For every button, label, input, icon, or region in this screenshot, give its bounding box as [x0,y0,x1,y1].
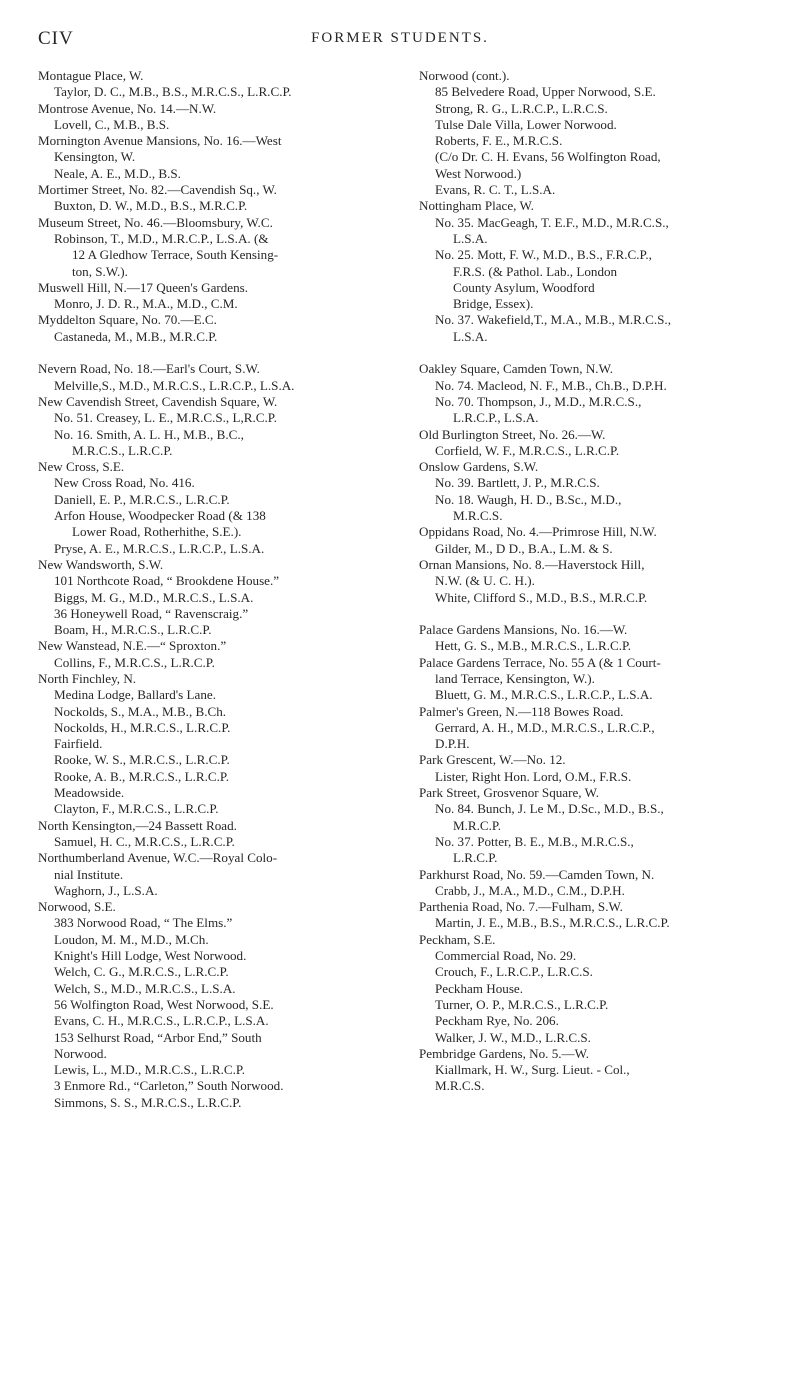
entry-line: No. 25. Mott, F. W., M.D., B.S., F.R.C.P., [435,247,652,263]
entry-line: Martin, J. E., M.B., B.S., M.R.C.S., L.R.C.P. [435,915,670,931]
entry-line: Commercial Road, No. 29. [435,948,577,964]
entry-line: Roberts, F. E., M.R.C.S. [435,133,563,149]
entry-line: Arfon House, Woodpecker Road (& 138 [54,508,266,524]
entry-line: White, Clifford S., M.D., B.S., M.R.C.P. [435,589,648,605]
entry-line: F.R.S. (& Pathol. Lab., London [453,263,618,279]
entry-line: L.R.C.P. [453,850,498,866]
entry-line: Monro, J. D. R., M.A., M.D., C.M. [54,296,238,312]
entry-line: Meadowside. [54,785,125,801]
entry-line: Lister, Right Hon. Lord, O.M., F.R.S. [435,768,632,784]
entry-line: No. 70. Thompson, J., M.D., M.R.C.S., [435,393,642,409]
entry-line: land Terrace, Kensington, W.). [435,670,595,686]
street-heading: Montrose Avenue, No. 14.—N.W. [38,100,217,116]
entry-line: ton, S.W.). [72,263,128,279]
entry-line: Biggs, M. G., M.D., M.R.C.S., L.S.A. [54,589,254,605]
entry-line: Melville,S., M.D., M.R.C.S., L.R.C.P., L.S.A. [54,377,295,393]
entry-line: Fairfield. [54,736,103,752]
entry-line: Samuel, H. C., M.R.C.S., L.R.C.P. [54,833,235,849]
entry-line: Hett, G. S., M.B., M.R.C.S., L.R.C.P. [435,638,632,654]
entry-line: Bluett, G. M., M.R.C.S., L.R.C.P., L.S.A. [435,687,653,703]
entry-line: Taylor, D. C., M.B., B.S., M.R.C.S., L.R.C.P. [54,84,292,100]
entry-line: No. 51. Creasey, L. E., M.R.C.S., L,R.C.P. [54,410,277,426]
entry-line: County Asylum, Woodford [453,279,595,295]
entry-line: Neale, A. E., M.D., B.S. [54,165,181,181]
entry-line: Pryse, A. E., M.R.C.S., L.R.C.P., L.S.A. [54,540,265,556]
entry-line: Evans, C. H., M.R.C.S., L.R.C.P., L.S.A. [54,1013,269,1029]
street-heading: Oppidans Road, No. 4.—Primrose Hill, N.W. [419,524,657,540]
entry-line: No. 35. MacGeagh, T. E.F., M.D., M.R.C.S., [435,214,669,230]
street-heading: Myddelton Square, No. 70.—E.C. [38,312,217,328]
entry-line: Norwood. [54,1045,107,1061]
entry-line: M.R.C.S. [435,1078,485,1094]
entry-line: Rooke, W. S., M.R.C.S., L.R.C.P. [54,752,230,768]
entry-line: No. 39. Bartlett, J. P., M.R.C.S. [435,475,600,491]
entry-line: Clayton, F., M.R.C.S., L.R.C.P. [54,801,219,817]
entry-line: L.S.A. [453,230,488,246]
entry-line: Nockolds, S., M.A., M.B., B.Ch. [54,703,227,719]
section-gap [419,606,761,622]
entry-line: Welch, C. G., M.R.C.S., L.R.C.P. [54,964,229,980]
left-column [38,68,380,1111]
entry-line: No. 18. Waugh, H. D., B.Sc., M.D., [435,491,622,507]
entry-line: 12 A Gledhow Terrace, South Kensing- [72,247,279,263]
entry-line: Turner, O. P., M.R.C.S., L.R.C.P. [435,996,609,1012]
entry-line: L.R.C.P., L.S.A. [453,410,539,426]
street-heading: Ornan Mansions, No. 8.—Haverstock Hill, [419,556,645,572]
entry-line: Waghorn, J., L.S.A. [54,882,158,898]
entry-line: Castaneda, M., M.B., M.R.C.P. [54,328,218,344]
entry-line: Strong, R. G., L.R.C.P., L.R.C.S. [435,100,608,116]
street-heading: Onslow Gardens, S.W. [419,459,539,475]
section-gap [38,345,380,361]
street-heading: Palace Gardens Mansions, No. 16.—W. [419,622,628,638]
entry-line: Buxton, D. W., M.D., B.S., M.R.C.P. [54,198,248,214]
entry-line: 85 Belvedere Road, Upper Norwood, S.E. [435,84,656,100]
street-heading: New Cavendish Street, Cavendish Square, W. [38,393,278,409]
entry-line: 36 Honeywell Road, “ Ravenscraig.” [54,605,249,621]
entry-line: West Norwood.) [435,165,522,181]
running-head: FORMER STUDENTS. [311,30,489,46]
entry-line: 101 Northcote Road, “ Brookdene House.” [54,573,280,589]
entry-line: Knight's Hill Lodge, West Norwood. [54,948,247,964]
street-heading: Northumberland Avenue, W.C.—Royal Colo- [38,850,278,866]
entry-line: M.R.C.P. [453,817,502,833]
page-number: CIV [38,28,74,49]
street-heading: Montague Place, W. [38,68,144,83]
entry-line: M.R.C.S., L.R.C.P. [72,442,173,458]
entry-line: Crouch, F., L.R.C.P., L.R.C.S. [435,964,593,980]
entry-line: Welch, S., M.D., M.R.C.S., L.S.A. [54,980,236,996]
entry-line: Corfield, W. F., M.R.C.S., L.R.C.P. [435,442,620,458]
entry-line: Evans, R. C. T., L.S.A. [435,182,556,198]
entry-line: Crabb, J., M.A., M.D., C.M., D.P.H. [435,882,625,898]
entry-line: D.P.H. [435,736,470,752]
entry-line: Robinson, T., M.D., M.R.C.P., L.S.A. (& [54,230,269,246]
entry-line: No. 37. Wakefield,T., M.A., M.B., M.R.C.S., [435,312,671,328]
street-heading: New Wanstead, N.E.—“ Sproxton.” [38,638,227,654]
entry-line: No. 16. Smith, A. L. H., M.B., B.C., [54,426,244,442]
entry-line: Gerrard, A. H., M.D., M.R.C.S., L.R.C.P., [435,719,655,735]
street-heading: Nottingham Place, W. [419,198,534,214]
entry-line: No. 84. Bunch, J. Le M., D.Sc., M.D., B.S., [435,801,664,817]
entry-line: Loudon, M. M., M.D., M.Ch. [54,931,209,947]
entry-line: Lewis, L., M.D., M.R.C.S., L.R.C.P. [54,1062,245,1078]
street-heading: Mortimer Street, No. 82.—Cavendish Sq., W. [38,182,277,198]
street-heading: Palace Gardens Terrace, No. 55 A (& 1 Court- [419,654,661,670]
street-heading: Oakley Square, Camden Town, N.W. [419,361,614,377]
street-heading: New Cross, S.E. [38,459,125,475]
street-heading: Muswell Hill, N.—17 Queen's Gardens. [38,279,249,295]
entry-line: Gilder, M., D D., B.A., L.M. & S. [435,540,613,556]
entry-line: N.W. (& U. C. H.). [435,573,535,589]
entry-line: M.R.C.S. [453,508,503,524]
right-column [419,68,761,1095]
street-heading: Peckham, S.E. [419,931,496,947]
entry-line: (C/o Dr. C. H. Evans, 56 Wolfington Road, [435,149,661,165]
street-heading: Norwood (cont.). [419,68,510,83]
street-heading: Park Grescent, W.—No. 12. [419,752,566,768]
street-heading: North Finchley, N. [38,670,137,686]
entry-line: 3 Enmore Rd., “Carleton,” South Norwood. [54,1078,284,1094]
street-heading: Park Street, Grosvenor Square, W. [419,785,600,801]
street-heading: Parkhurst Road, No. 59.—Camden Town, N. [419,866,655,882]
entry-line: Walker, J. W., M.D., L.R.C.S. [435,1029,591,1045]
street-heading: Palmer's Green, N.—118 Bowes Road. [419,703,624,719]
street-heading: Old Burlington Street, No. 26.—W. [419,426,606,442]
entry-line: Peckham Rye, No. 206. [435,1013,559,1029]
entry-line: Collins, F., M.R.C.S., L.R.C.P. [54,654,215,670]
entry-line: Kensington, W. [54,149,136,165]
street-heading: North Kensington,—24 Bassett Road. [38,817,237,833]
section-gap [419,345,761,361]
entry-line: No. 74. Macleod, N. F., M.B., Ch.B., D.P.H. [435,377,667,393]
entry-line: nial Institute. [54,866,124,882]
entry-line: Lovell, C., M.B., B.S. [54,116,170,132]
entry-line: L.S.A. [453,328,488,344]
page-header [0,28,800,52]
street-heading: New Wandsworth, S.W. [38,556,164,572]
street-heading: Nevern Road, No. 18.—Earl's Court, S.W. [38,361,260,377]
entry-line: Kiallmark, H. W., Surg. Lieut. - Col., [435,1062,630,1078]
entry-line: Lower Road, Rotherhithe, S.E.). [72,524,242,540]
street-heading: Mornington Avenue Mansions, No. 16.—West [38,133,282,149]
entry-line: Peckham House. [435,980,523,996]
entry-line: Daniell, E. P., M.R.C.S., L.R.C.P. [54,491,230,507]
entry-line: Bridge, Essex). [453,296,534,312]
entry-line: 153 Selhurst Road, “Arbor End,” South [54,1029,262,1045]
street-heading: Pembridge Gardens, No. 5.—W. [419,1045,590,1061]
entry-line: New Cross Road, No. 416. [54,475,195,491]
entry-line: No. 37. Potter, B. E., M.B., M.R.C.S., [435,833,634,849]
entry-line: Boam, H., M.R.C.S., L.R.C.P. [54,622,212,638]
street-heading: Museum Street, No. 46.—Bloomsbury, W.C. [38,214,273,230]
entry-line: Tulse Dale Villa, Lower Norwood. [435,116,617,132]
entry-line: 383 Norwood Road, “ The Elms.” [54,915,233,931]
entry-line: Simmons, S. S., M.R.C.S., L.R.C.P. [54,1094,242,1110]
street-heading: Parthenia Road, No. 7.—Fulham, S.W. [419,899,623,915]
entry-line: Nockolds, H., M.R.C.S., L.R.C.P. [54,719,231,735]
entry-line: Medina Lodge, Ballard's Lane. [54,687,216,703]
entry-line: Rooke, A. B., M.R.C.S., L.R.C.P. [54,768,229,784]
entry-line: 56 Wolfington Road, West Norwood, S.E. [54,996,274,1012]
street-heading: Norwood, S.E. [38,899,116,915]
